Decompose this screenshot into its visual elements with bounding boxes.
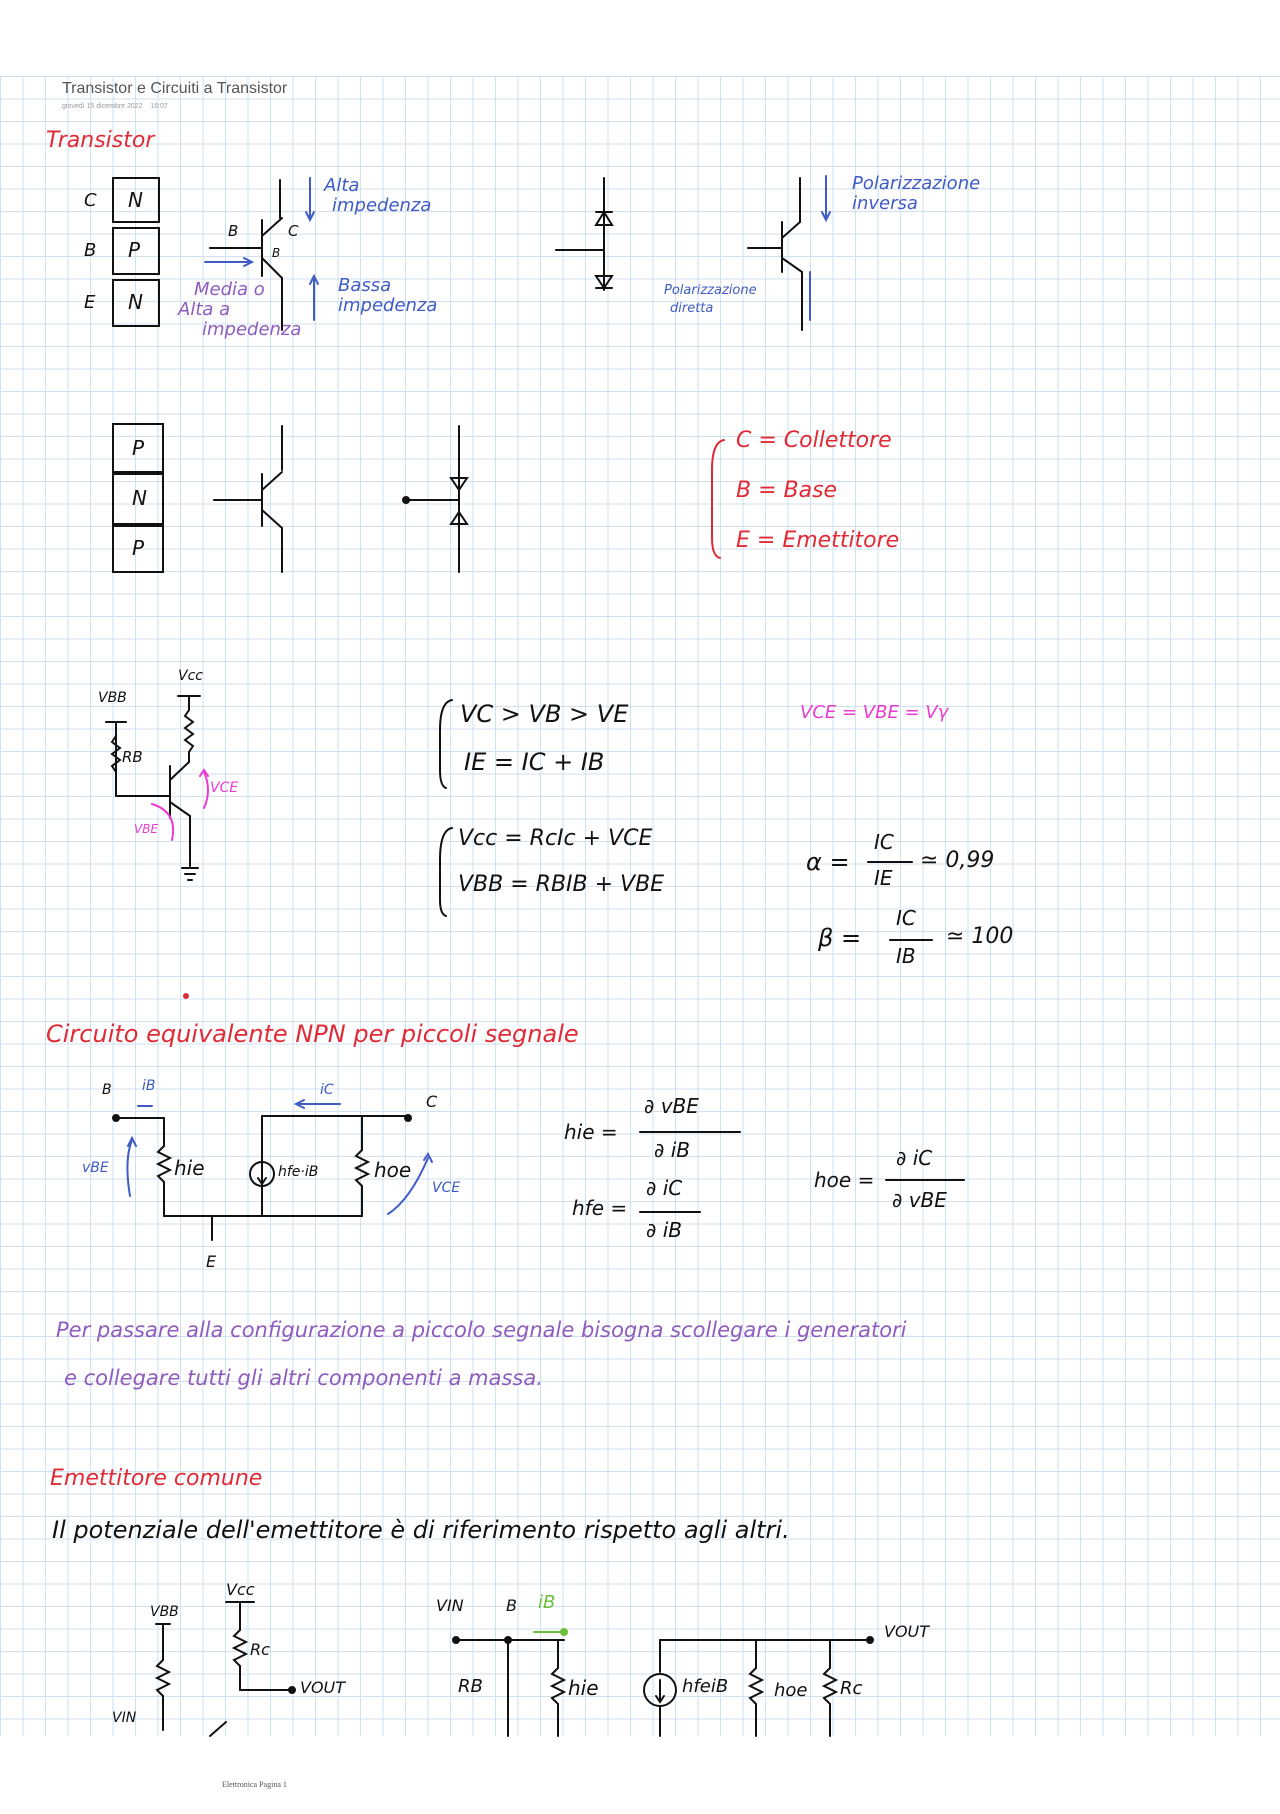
- terminal-c-label: C: [84, 190, 97, 211]
- ss-label-c: C: [426, 1092, 438, 1111]
- ce-label-b: B: [506, 1596, 517, 1615]
- note-bassa-impedenza: Bassa impedenza: [338, 275, 438, 316]
- hie-den: ∂ iB: [654, 1138, 690, 1162]
- hoe-num: ∂ iC: [896, 1146, 933, 1170]
- npn-layer-2: P: [128, 238, 141, 262]
- note-polarizzazione-inversa: Polarizzazione inversa: [852, 173, 981, 214]
- hfe-lhs: hfe =: [572, 1196, 628, 1220]
- ce-label-vout2: VOUT: [884, 1622, 930, 1641]
- terminal-b-label: B: [84, 240, 97, 261]
- ce-label-hfeib: hfeiB: [682, 1676, 729, 1697]
- ce-label-rc: Rc: [250, 1640, 270, 1659]
- page-title: Transistor e Circuiti a Transistor: [62, 80, 288, 97]
- ce-label-vout: VOUT: [300, 1678, 346, 1697]
- alpha-value: ≃ 0,99: [920, 848, 995, 873]
- hie-lhs: hie =: [564, 1120, 618, 1144]
- npn-symbol-polarized: [748, 176, 830, 330]
- ce-label-ib: iB: [538, 1592, 556, 1613]
- symbol-b2-label: B: [272, 246, 281, 260]
- pnp-diode-model: [403, 426, 467, 572]
- pnp-symbol: [214, 426, 282, 572]
- eq-vgamma: VCE = VBE = Vγ: [800, 702, 949, 723]
- label-vbe: VBE: [134, 822, 159, 836]
- ce-label-vcc: Vcc: [226, 1580, 255, 1599]
- ss-label-hoe: hoe: [374, 1158, 412, 1182]
- pnp-layer-3: P: [132, 536, 145, 560]
- section-common-emitter: Emettitore comune: [50, 1466, 263, 1491]
- pnp-layer-2: N: [132, 486, 147, 510]
- ce-label-hoe: hoe: [774, 1680, 808, 1701]
- legend-emettitore: E = Emettitore: [736, 528, 900, 553]
- beta-num: IC: [896, 906, 916, 930]
- npn-layer-1: N: [128, 188, 143, 212]
- note-line-1: Per passare alla configurazione a piccolo segnale bisogna scollegare i generatori: [56, 1318, 907, 1342]
- legend-base: B = Base: [736, 478, 838, 503]
- beta-den: IB: [896, 944, 916, 968]
- ce-label-rc2: Rc: [840, 1678, 863, 1699]
- label-vcc: Vcc: [178, 668, 203, 684]
- note-polarizzazione-diretta: Polarizzazione diretta: [664, 283, 757, 316]
- beta-value: ≃ 100: [946, 924, 1014, 949]
- hoe-den: ∂ vBE: [892, 1188, 947, 1212]
- ss-label-hfe-ib: hfe·iB: [278, 1164, 319, 1180]
- ss-label-e: E: [206, 1252, 217, 1271]
- section-small-signal: Circuito equivalente NPN per piccoli segnale: [46, 1020, 579, 1048]
- ss-label-ib: iB: [142, 1078, 156, 1094]
- label-rb: RB: [122, 748, 143, 766]
- label-vbb: VBB: [98, 690, 127, 706]
- symbol-b-label: B: [228, 222, 239, 240]
- alpha-lhs: α =: [806, 848, 850, 876]
- ce-label-hie: hie: [568, 1676, 599, 1700]
- ce-label-vbb: VBB: [150, 1604, 179, 1620]
- beta-lhs: β =: [818, 924, 862, 952]
- hie-num: ∂ vBE: [644, 1094, 699, 1118]
- hfe-den: ∂ iB: [646, 1218, 682, 1242]
- hfe-num: ∂ iC: [646, 1176, 683, 1200]
- eq-ie: IE = IC + IB: [464, 748, 605, 776]
- ss-label-ic: iC: [320, 1082, 334, 1098]
- npn-layer-3: N: [128, 290, 143, 314]
- ss-label-vce: VCE: [432, 1180, 461, 1196]
- legend-collettore: C = Collettore: [736, 428, 892, 453]
- ce-label-rb: RB: [458, 1676, 483, 1697]
- ce-label-vin: VIN: [112, 1710, 137, 1726]
- hoe-lhs: hoe =: [814, 1168, 875, 1192]
- ss-label-vbe: vBE: [82, 1160, 109, 1176]
- bias-circuit: [106, 696, 208, 880]
- label-vce: VCE: [210, 780, 239, 796]
- ss-label-hie: hie: [174, 1156, 205, 1180]
- symbol-c-label: C: [288, 222, 299, 240]
- eq-vbb: VBB = RBIB + VBE: [458, 872, 665, 897]
- terminal-e-label: E: [84, 292, 96, 313]
- note-media-alta-impedenza: Media o Alta a impedenza: [178, 279, 302, 340]
- pnp-layer-1: P: [132, 436, 145, 460]
- eq-vcc: Vcc = RcIc + VCE: [458, 826, 653, 851]
- section-transistor: Transistor: [46, 128, 155, 153]
- note-alta-impedenza: Alta impedenza: [324, 175, 432, 216]
- eq-inequality: VC > VB > VE: [460, 700, 629, 728]
- common-emitter-circuit: [156, 1602, 873, 1736]
- ss-label-b: B: [102, 1082, 112, 1098]
- page-date: giovedì 15 dicembre 2022 16:07: [62, 103, 168, 110]
- common-emitter-statement: Il potenziale dell'emettitore è di riferimento rispetto agli altri.: [52, 1516, 790, 1544]
- ce-label-vin2: VIN: [436, 1596, 464, 1615]
- page-footer: Elettronica Pagina 1: [222, 1780, 287, 1789]
- npn-diode-model: [556, 178, 612, 290]
- alpha-den: IE: [874, 866, 893, 890]
- note-line-2: e collegare tutti gli altri componenti a massa.: [64, 1366, 543, 1390]
- alpha-num: IC: [874, 830, 894, 854]
